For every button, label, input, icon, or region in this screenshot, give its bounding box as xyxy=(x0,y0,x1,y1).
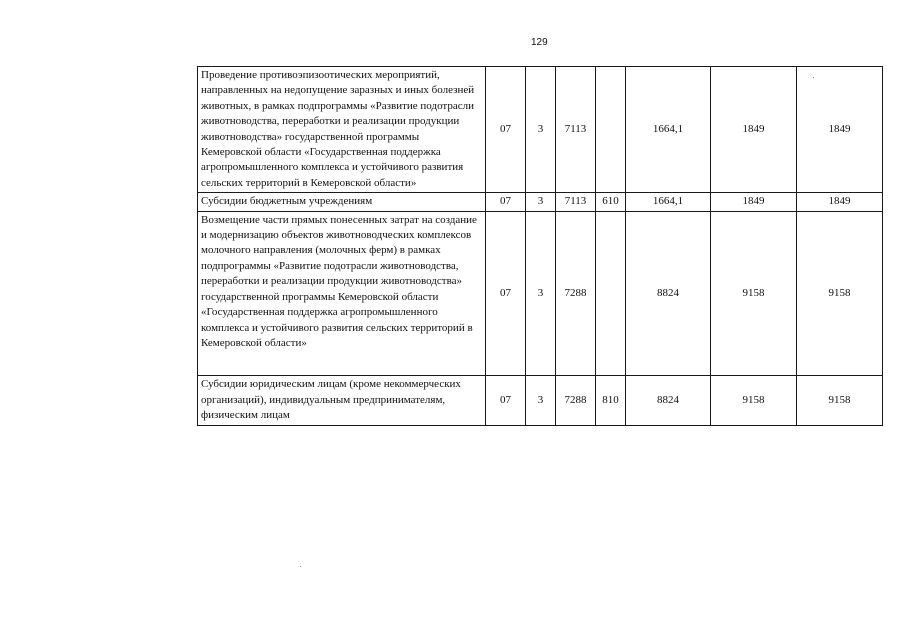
amount-2: 9158 xyxy=(711,376,797,425)
table-row xyxy=(198,376,883,425)
amount-1: 8824 xyxy=(626,211,711,376)
target-article-code: 7288 xyxy=(556,211,596,376)
target-article-code: 7113 xyxy=(556,193,596,211)
table-row xyxy=(198,67,883,193)
amount-3: 9158 xyxy=(797,211,883,376)
section-code: 07 xyxy=(486,376,526,425)
expense-type-code xyxy=(596,67,626,193)
row-description: Возмещение части прямых понесенных затрат на создание и модернизацию объектов животноводческих комплексов молочного направления (молочных ферм) в рамках подпрограммы «Развитие подотрасли животноводства, переработки и реализации продукции животноводства» государственной программы Кемеровской области «Государственная поддержка агропромышленного комплекса и устойчивого развития сельских территорий в Кемеровской области» xyxy=(198,211,486,376)
expense-type-code: 810 xyxy=(596,376,626,425)
section-code: 07 xyxy=(486,193,526,211)
row-description: Субсидии юридическим лицам (кроме некоммерческих организаций), индивидуальным предпринимателям, физическим лицам xyxy=(198,376,486,425)
budget-table xyxy=(197,66,883,426)
amount-3: 9158 xyxy=(797,376,883,425)
amount-2: 1849 xyxy=(711,67,797,193)
subsection-code: 3 xyxy=(526,193,556,211)
expense-type-code: 610 xyxy=(596,193,626,211)
amount-2: 9158 xyxy=(711,211,797,376)
amount-1: 8824 xyxy=(626,376,711,425)
table-row xyxy=(198,193,883,211)
row-description: Субсидии бюджетным учреждениям xyxy=(198,193,486,211)
section-code: 07 xyxy=(486,211,526,376)
target-article-code: 7113 xyxy=(556,67,596,193)
row-description: Проведение противоэпизоотических мероприятий, направленных на недопущение заразных и иных болезней животных, в рамках подпрограммы «Развитие подотрасли животноводства, переработки и реализации продукции животноводства» государственной программы Кемеровской области «Государственная поддержка агропромышленного комплекса и устойчивого развития сельских территорий в Кемеровской области» xyxy=(198,67,486,193)
scan-speck xyxy=(300,566,301,567)
expense-type-code xyxy=(596,211,626,376)
amount-2: 1849 xyxy=(711,193,797,211)
section-code: 07 xyxy=(486,67,526,193)
amount-3: 1849 xyxy=(797,67,883,193)
subsection-code: 3 xyxy=(526,211,556,376)
table-row xyxy=(198,211,883,376)
scan-speck xyxy=(813,77,814,78)
amount-3: 1849 xyxy=(797,193,883,211)
amount-1: 1664,1 xyxy=(626,193,711,211)
target-article-code: 7288 xyxy=(556,376,596,425)
subsection-code: 3 xyxy=(526,376,556,425)
page-number: 129 xyxy=(531,37,548,48)
amount-1: 1664,1 xyxy=(626,67,711,193)
subsection-code: 3 xyxy=(526,67,556,193)
